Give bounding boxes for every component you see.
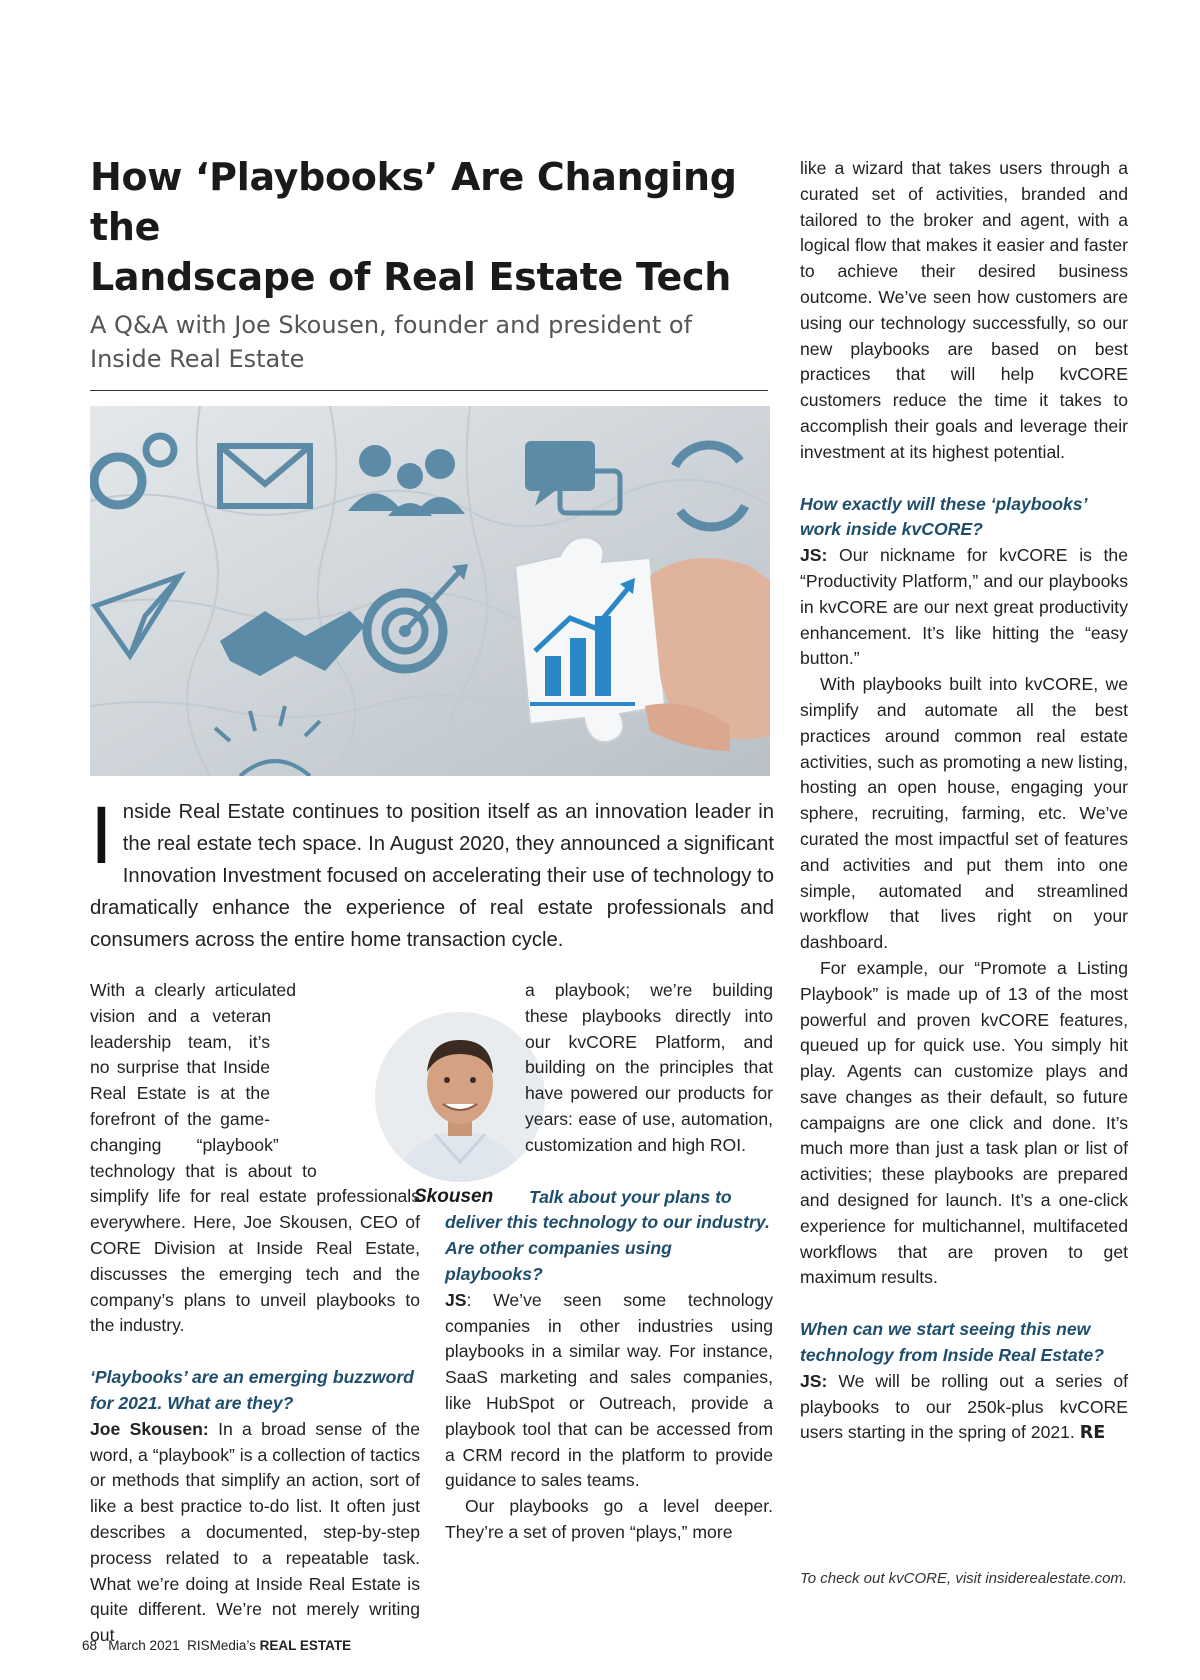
spacer [90, 1339, 420, 1365]
answer-3-speaker: JS: [800, 545, 828, 566]
article-subtitle [90, 308, 770, 376]
photo-wrap-spacer-right [445, 978, 525, 1174]
answer-2 [445, 1288, 773, 1494]
title-line-1: How ‘Playbooks’ Are Changing the [90, 155, 737, 249]
column-right [800, 156, 1128, 1447]
answer-2-speaker: JS [445, 1289, 467, 1310]
end-mark: RE [1079, 1423, 1106, 1444]
hero-image [90, 406, 770, 776]
lead-text: nside Real Estate continues to position itself as an innovation leader in the real estate tech space. In August 2020, they announced a significant Innovation Investment focused on accelerating their use of technology to dramatically enhance the experience of real estate professionals and consumers across the entire home transaction cycle. [90, 801, 774, 951]
lead-paragraph [90, 790, 774, 956]
drop-cap: I [90, 790, 113, 881]
answer-1 [90, 1417, 420, 1649]
subtitle-line-1: A Q&A with Joe Skousen, founder and president of [90, 311, 693, 339]
mid-paragraph-2: Our playbooks go a level deeper. They’re a set of proven “plays,” more [445, 1496, 773, 1542]
issue-date: March 2021 [108, 1638, 180, 1653]
answer-2-text: : We’ve seen some technology companies in other industries using playbooks in a similar way. For instance, SaaS marketing and sales companies, like HubSpot or Outreach, provide a playbook tool that can be accessed from a CRM record in the platform to provide guidance to sales teams. [445, 1289, 773, 1491]
mid-intro-paragraph [445, 978, 773, 1159]
mid-intro-text: a playbook; we’re building these playbooks directly into our kvCORE Platform, and building on the principles that have powered our products for years: ease of use, automation, customization and high ROI. [525, 980, 773, 1155]
spacer [800, 1291, 1128, 1317]
question-2: Talk about your plans to deliver this technology to our industry. Are other companies using playbooks? [445, 1186, 770, 1284]
intro-text: With a clearly articulated vision and a veteran leadership team, it’s no surprise that Inside Real Estate is at the forefront of the game-changing “playbook” technology that is about to simplify life for real estate professionals everywhere. Here, Joe Skousen, CEO of CORE Division at Inside Real Estate, discusses the emerging tech and the company’s plans to unveil playbooks to the industry. [90, 980, 420, 1336]
answer-3 [800, 543, 1128, 672]
right-paragraph-1: like a wizard that takes users through a curated set of activities, branded and tailored to the broker and agent, with a logical flow that makes it easier and faster to achieve their desired business outcome. We’ve seen how customers are using our technology successfully, so our new playbooks are based on best practices that will help kvCORE customers reduce the time it takes to accomplish their goals and leverage their investment at its highest potential. [800, 158, 1128, 462]
spacer [800, 466, 1128, 492]
puzzle-illustration [90, 406, 770, 776]
question-4: When can we start seeing this new technology from Inside Real Estate? [800, 1319, 1105, 1366]
article-header [90, 152, 770, 439]
publication-name: RISMedia’s [187, 1638, 256, 1653]
question-1: ‘Playbooks’ are an emerging buzzword for 2021. What are they? [90, 1367, 414, 1413]
header-divider [90, 390, 768, 391]
subtitle-line-2: Inside Real Estate [90, 345, 305, 373]
article-title [90, 152, 770, 302]
intro-paragraph [90, 978, 420, 1339]
answer-4-text: We will be rolling out a series of playbooks to our 250k-plus kvCORE users starting in the spring of 2021. [800, 1370, 1128, 1443]
answer-3-text: Our nickname for kvCORE is the “Productivity Platform,” and our playbooks in kvCORE are our next great productivity enhancement. It’s like hitting the “easy button.” [800, 545, 1128, 669]
page-number: 68 [82, 1638, 98, 1653]
portrait-caption: Skousen [414, 1186, 494, 1207]
question-3: How exactly will these ‘playbooks’ work inside kvCORE? [800, 493, 1087, 540]
answer-4 [800, 1369, 1128, 1447]
kvcore-link-note: To check out kvCORE, visit insiderealestate.com. [800, 1570, 1128, 1587]
answer-4-speaker: JS: [800, 1370, 828, 1391]
right-paragraph-3: For example, our “Promote a Listing Playbook” is made up of 13 of the most powerful and proven kvCORE features, queued up for quick use. You simply hit play. Agents can customize plays and save changes as their default, so future campaigns are one click and done. It’s much more than just a task plan or list of activities; these playbooks are prepared and designed for launch. It’s a one-click experience for multichannel, multifaceted workflows that are proven to get maximum results. [800, 957, 1128, 1288]
answer-1-text: In a broad sense of the word, a “playbook” is a collection of tactics or methods that simplify an action, sort of like a best practice to-do list. It often just describes a documented, step-by-step process related to a repeatable task. What we’re doing at Inside Real Estate is quite different. We’re not merely writing out [90, 1418, 420, 1646]
page-footer [82, 1638, 351, 1653]
column-middle [445, 978, 773, 1546]
hand-image [645, 558, 770, 751]
publication-brand: REAL ESTATE [259, 1638, 352, 1653]
answer-1-speaker: Joe Skousen: [90, 1418, 209, 1439]
column-left [90, 978, 420, 1649]
right-paragraph-2: With playbooks built into kvCORE, we simplify and automate all the best practices around common real estate activities, such as promoting a new listing, hosting an open house, engaging your sphere, recruiting, farming, etc. We’ve curated the most impactful set of features and activities and put them into one simple, automated and streamlined workflow that lives right on your dashboard. [800, 674, 1128, 953]
title-line-2: Landscape of Real Estate Tech [90, 255, 731, 299]
